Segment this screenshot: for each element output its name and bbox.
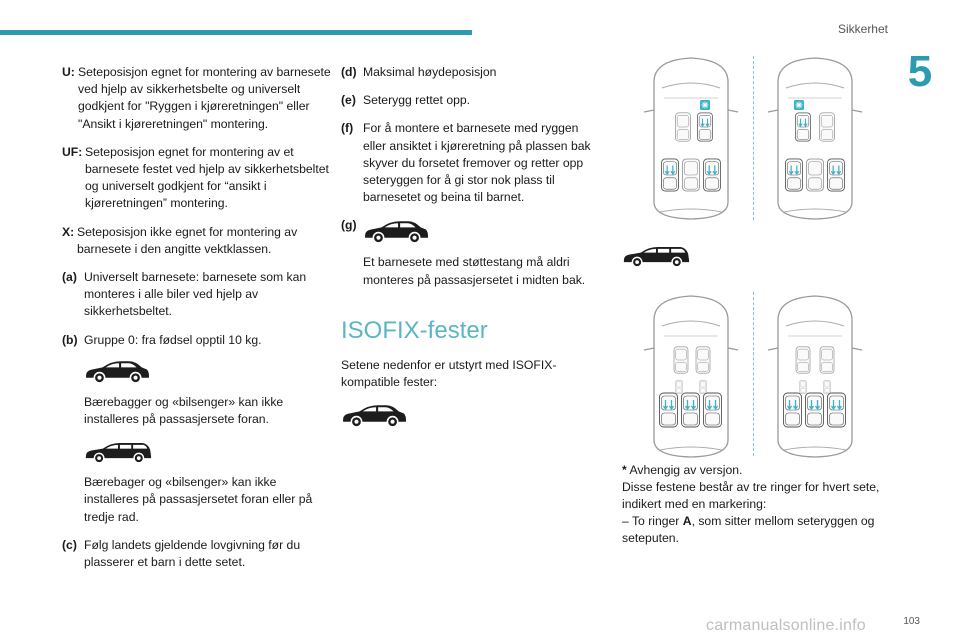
watermark: carmanualsonline.info xyxy=(706,617,866,634)
note-key: (b) xyxy=(62,332,78,347)
note-a xyxy=(62,269,332,321)
seat-layout-5-seat-b xyxy=(760,52,870,222)
suv-icon xyxy=(341,401,407,428)
note-d xyxy=(341,64,591,81)
header-accent-bar xyxy=(0,30,472,35)
note-key: (a) xyxy=(62,270,77,285)
diagram-separator xyxy=(753,292,754,456)
version-note xyxy=(622,462,902,479)
suv-icon xyxy=(363,217,429,244)
note-b-estate: Bærebager og «bilsenger» kan ikke installeres på passasjersetet foran eller på tredje rad. xyxy=(84,475,313,524)
section-title: Sikkerhet xyxy=(837,22,888,36)
seat-layout-7-seat-b xyxy=(760,290,870,460)
note-f xyxy=(341,120,591,206)
note-text: Universelt barnesete: barnesete som kan monteres i alle biler ved hjelp av sikkerhetsbeltet. xyxy=(84,270,307,319)
isofix-heading: ISOFIX-fester xyxy=(341,316,488,344)
note-text: For å montere et barnesete med ryggen eller ansiktet i kjøreretning på plassen bak skyver du forsetet fremover og retter opp seteryggen for å gi stor nok plass til barnesetet og beina til barnet. xyxy=(363,121,591,205)
estate-car-icon xyxy=(84,439,152,464)
note-g xyxy=(341,217,591,288)
note-c xyxy=(62,537,332,571)
legend-text: Seteposisjon egnet for montering av et barnesete festet ved hjelp av sikkerhetsbeltet og universelt godkjent for “ansikt i kjøreretningen” montering. xyxy=(85,144,329,211)
note-key: (e) xyxy=(341,93,356,108)
note-b-suv: Bærebagger og «bilsenger» kan ikke installeres på passasjersete foran. xyxy=(84,394,284,427)
column-3-text xyxy=(622,462,902,547)
legend-key: X: xyxy=(62,224,75,239)
column-2 xyxy=(341,64,591,428)
seat-layout-5-seat-a xyxy=(636,52,746,222)
isofix-intro: Setene nedenfor er utstyrt med ISOFIX-kompatible fester: xyxy=(341,357,557,390)
bullet-post: , som sitter mellom seteryggen og seteputen. xyxy=(622,514,875,545)
note-text: Maksimal høydeposisjon xyxy=(363,65,497,79)
estate-car-icon xyxy=(622,243,690,268)
legend-uf xyxy=(62,144,332,213)
note-g-text: Et barnesete med støttestang må aldri monteres på passasjersetet i midten bak. xyxy=(363,255,586,287)
asterisk: * xyxy=(622,463,627,477)
bullet-pre: – To ringer xyxy=(622,514,683,528)
note-key: (f) xyxy=(341,121,354,136)
version-text: Avhengig av versjon. xyxy=(626,463,743,477)
legend-key: UF: xyxy=(62,144,83,159)
page-number: 103 xyxy=(903,616,920,627)
bullet-bold: A xyxy=(682,514,692,528)
seat-layout-7-seat-a xyxy=(636,290,746,460)
chapter-number: 5 xyxy=(907,47,933,96)
legend-text: Seteposisjon egnet for montering av barnesete ved hjelp av sikkerhetsbelte og universelt godkjent for "Ryggen i kjøreretningen" eller "Ansikt i kjøreretningen" montering. xyxy=(78,65,331,131)
diagram-separator xyxy=(753,56,754,220)
isofix-description: Disse festene består av tre ringer for hvert sete, indikert med en markering: xyxy=(622,480,880,511)
note-key: (g) xyxy=(341,218,357,233)
legend-key: U: xyxy=(62,65,75,79)
note-key: (c) xyxy=(62,537,77,552)
legend-u xyxy=(62,64,332,133)
isofix-bullet-a xyxy=(622,513,902,547)
note-e xyxy=(341,92,591,109)
suv-icon xyxy=(84,357,150,384)
note-key: (d) xyxy=(341,65,357,79)
column-1 xyxy=(62,64,332,582)
note-text: Gruppe 0: fra fødsel opptil 10 kg. xyxy=(84,332,262,347)
legend-text: Seteposisjon ikke egnet for montering av barnesete i den angitte vektklassen. xyxy=(77,224,298,256)
note-text: Seterygg rettet opp. xyxy=(363,93,471,108)
note-b xyxy=(62,332,332,526)
note-text: Følg landets gjeldende lovgivning før du plasserer et barn i dette setet. xyxy=(84,537,301,570)
legend-x xyxy=(62,224,332,258)
